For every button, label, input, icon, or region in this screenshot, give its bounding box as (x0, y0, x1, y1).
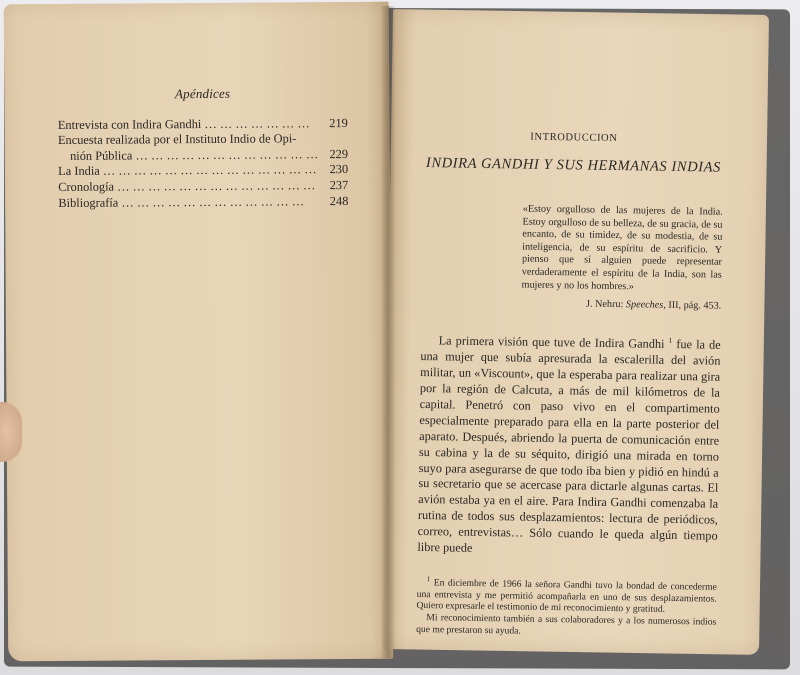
toc-entry (58, 194, 348, 212)
book-gutter (381, 6, 395, 658)
epigraph-quote: «Estoy orgulloso de las mujeres de la India. Estoy orgulloso de su belleza, de su gracia, de su encanto, de su timidez, de su modestia, de su inteligencia, de su espíritu de sacrificio. Y pienso que sí alguien puede representar verdaderamente el espíritu de la India, son las mujeres y no los hombres.» (521, 203, 723, 292)
toc-entry-page: 248 (329, 193, 349, 208)
footnote-paragraph: Mi reconocimiento también a sus colaboradores y a los numerosos indios que me prestaron su ayuda. (416, 612, 717, 637)
toc-entry-page: 219 (329, 115, 348, 130)
toc-entry-title: Encuesta realizada por el Instituto Indio de Opi- (57, 131, 297, 148)
toc-entry-page: 230 (329, 162, 349, 177)
body-paragraph (417, 329, 721, 560)
toc-entry-page: 229 (329, 146, 349, 161)
toc-entry-title: Entrevista con Indira Gandhi … … … … … … … (57, 115, 310, 132)
chapter-title: INDIRA GANDHI Y SUS HERMANAS INDIAS (425, 155, 722, 176)
appendix-section (58, 85, 349, 211)
body-text-continued: fue la de una mujer que subía apresurada la escalerilla del avión militar, un «Viscount», que la esperaba para realizar una gira por la región de Calcuta, a más de mil kilómetros de la capital. Penetró con paso vivo en el compartimento especialmente preparado para ella en la parte posterior del aparato. Después, abriendo la puerta de comunicación entre su cabina y la de su séquito, dirigió una mirada en torno suyo para asegurarse de que todo iba bien y pidió en hindú a su secretario que se acercase para dictarle algunas cartas. El avión estaba ya en el aire. Para Indira Gandhi comenzaba la rutina de todos sus desplazamientos: lectura de periódicos, correo, entrevistas… Sólo cuando le queda algún tiempo libre puede (417, 337, 721, 555)
introduction-section (416, 130, 724, 640)
epigraph-reference: , III, pág. 453. (663, 299, 722, 312)
toc-entry-page: 237 (329, 177, 349, 193)
footnote-text: En diciembre de 1966 la señora Gandhi tuvo la bondad de concederme una entrevista y me permitió acompañarla en uno de sus desplazamientos. Quiero expresarle el testimonio de mi reconocimiento y gratitud. (416, 577, 717, 616)
thumb (0, 402, 22, 462)
footnote-reference: 1 (668, 336, 673, 346)
toc-entry-title-continued: nión Pública … … … … … … … … … … … … (70, 146, 319, 163)
toc-entry-title: Bibliografía … … … … … … … … … … … … (58, 193, 305, 210)
section-label: INTRODUCCION (530, 131, 618, 145)
appendix-heading: Apéndices (174, 85, 231, 102)
footnote-marker: 1 (426, 575, 431, 584)
toc-entry (58, 131, 348, 164)
body-text-start: La primera visión que tuve de Indira Gandhi (438, 333, 665, 352)
toc-entry-title: Cronología … … … … … … … … … … … … … (58, 178, 316, 194)
footnote-paragraph (416, 574, 717, 617)
epigraph-author: J. Nehru: (585, 298, 624, 311)
footnote (416, 574, 717, 640)
toc-entry-title: La India … … … … … … … … … … … … … … (58, 162, 317, 179)
epigraph-source (421, 296, 721, 312)
epigraph-work: Speeches (625, 299, 664, 311)
